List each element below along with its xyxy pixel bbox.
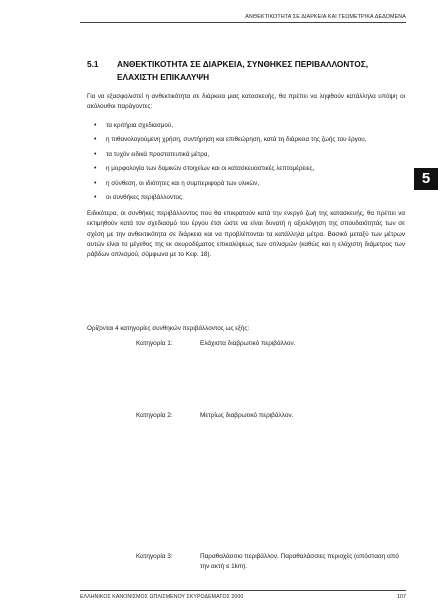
bullet-icon: • (94, 122, 97, 129)
list-item (92, 164, 405, 174)
footer-rule (80, 590, 406, 591)
category-label: Κατηγορία 2: (136, 412, 173, 419)
category-label: Κατηγορία 3: (136, 553, 173, 560)
section-number: 5.1 (87, 59, 99, 69)
list-item-text: η σύνθεση, οι ιδιότητες και η συμπεριφορά των υλικών, (106, 179, 260, 187)
section-title-line1: ΑΝΘΕΚΤΙΚΟΤΗΤΑ ΣΕ ΔΙΑΡΚΕΙΑ, ΣΥΝΘΗΚΕΣ ΠΕΡΙΒΑΛΛΟΝΤΟΣ, (117, 59, 369, 69)
section-heading (87, 58, 407, 84)
category-label: Κατηγορία 1: (136, 340, 173, 347)
list-item-text: η μορφολογία των δομικών στοιχείων και οι κατασκευαστικές λεπτομέρειες, (106, 165, 315, 173)
bullet-icon: • (94, 165, 97, 173)
header-rule (80, 22, 406, 23)
bullet-icon: • (94, 179, 97, 187)
category-description: Παραθαλάσσιο περιβάλλον. Παραθαλάσσιες περιοχές (απόσταση από την ακτή ≤ 1km). (200, 553, 399, 571)
list-item (92, 150, 405, 160)
list-item-text: η πιθανολογούμενη χρήση, συντήρηση και επιθεώρηση, κατά τη διάρκεια της ζωής του έργου, (106, 136, 367, 144)
footer-title: ΕΛΛΗΝΙΚΟΣ ΚΑΝΟΝΙΣΜΟΣ ΩΠΛΙΣΜΕΝΟΥ ΣΚΥΡΟΔΕΜΑΤΟΣ 2000 (80, 594, 244, 600)
factor-list (92, 121, 405, 208)
list-item (92, 179, 405, 189)
bullet-icon: • (94, 150, 97, 158)
list-item-text: οι συνθήκες περιβάλλοντος. (106, 194, 184, 202)
categories-intro: Ορίζονται 4 κατηγορίες συνθηκών περιβάλλοντος ως εξής: (87, 325, 250, 332)
list-item (92, 193, 405, 203)
category-description: Ελάχιστα διαβρωτικό περιβάλλον. (200, 340, 296, 347)
list-item-text: τα κριτήρια σχεδιασμού, (106, 122, 174, 129)
page-number: 107 (397, 594, 406, 600)
running-header: ΑΝΘΕΚΤΙΚΟΤΗΤΑ ΣΕ ΔΙΑΡΚΕΙΑ ΚΑΙ ΓΕΩΜΕΤΡΙΚΑ ΔΕΔΟΜΕΝΑ (245, 14, 406, 20)
list-item-text: τα τυχόν ειδικά προστατευτικά μέτρα, (106, 150, 210, 158)
list-item (92, 121, 405, 131)
list-item (92, 135, 405, 145)
section-title-line2: ΕΛΑΧΙΣΤΗ ΕΠΙΚΑΛΥΨΗ (117, 72, 210, 82)
bullet-icon: • (94, 194, 97, 202)
environment-paragraph: Ειδικότερα, οι συνθήκες περιβάλλοντος που θα επικρατούν κατά την ενεργό ζωή της κατασκευής, θα πρέπει να εκτιμηθούν κατά τον σχεδιασμό του έργου έτσι ώστε να είναι δυνατή η αξιολόγηση της σπουδαιότητάς των σε σχέση με την ανθεκτικότητα σε διάρκεια και να προβλέπονται τα κατάλληλα μέτρα. Βασικό μεταξύ των μέτρων αυτών είναι το μέγεθος της εκ σκυροδέματος επικαλύψεως των οπλισμών (καθώς και η ελάχιστη διάμετρος των ράβδων οπλισμού, σύμφωνα με το Κεφ. 18). (87, 210, 405, 259)
intro-paragraph: Για να εξασφαλιστεί η ανθεκτικότητα σε διάρκεια μιας κατασκευής, θα πρέπει να ληφθούν κατάλληλα υπόψη οι ακόλουθοι παράγοντες: (87, 93, 405, 111)
bullet-icon: • (94, 136, 97, 144)
category-description: Μετρίως διαβρωτικό περιβάλλον. (200, 412, 294, 419)
chapter-tab: 5 (414, 168, 438, 190)
